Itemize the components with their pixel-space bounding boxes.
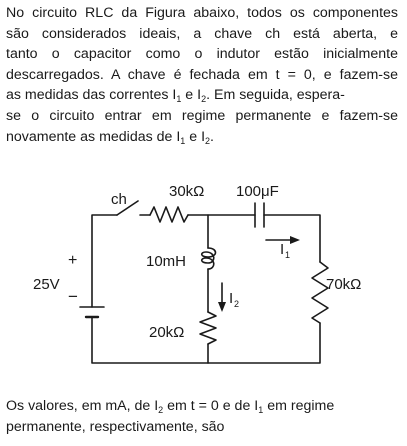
question-line: permanente, respectivamente, são	[6, 418, 225, 435]
plus-sign: +	[68, 252, 78, 269]
r1-label: 30kΩ	[169, 183, 205, 200]
subscript: 2	[158, 405, 164, 415]
rlc-circuit-diagram	[0, 168, 407, 368]
intro-line: tanto o capacitor como o indutor estão inicialmente	[6, 46, 398, 63]
intro-paragraph	[6, 3, 398, 147]
subscript: 1	[258, 405, 264, 415]
i2-subscript: 2	[234, 299, 240, 309]
r2-label: 20kΩ	[149, 324, 185, 341]
subscript: 2	[205, 135, 211, 146]
i2-arrow-head	[218, 302, 226, 312]
question-text: Os valores, em mA, de I	[6, 398, 159, 414]
intro-text: .	[210, 128, 214, 145]
subscript: 1	[180, 135, 186, 146]
subscript: 1	[176, 94, 182, 105]
inductor-label: 10mH	[146, 253, 187, 270]
intro-line	[6, 127, 398, 148]
source-label: 25V	[33, 276, 60, 293]
intro-text: novamente as medidas de I	[6, 128, 181, 145]
i1-arrow-head	[290, 236, 300, 244]
intro-line: são considerados ideais, a chave ch está aberta, e	[6, 25, 398, 42]
intro-line: No circuito RLC da Figura abaixo, todos os componentes	[6, 5, 398, 21]
subscript: 2	[201, 94, 207, 105]
wire-top-left	[92, 215, 117, 307]
i1-subscript: 1	[285, 250, 291, 260]
switch-label: ch	[111, 191, 127, 208]
minus-sign: −	[68, 287, 78, 306]
question-text: em t = 0 e de I	[163, 398, 259, 414]
intro-line: se o circuito entrar em regime permanente e fazem-se	[6, 107, 398, 124]
i1-label: I	[280, 241, 285, 258]
resistor-20k	[200, 312, 216, 344]
intro-line	[6, 85, 398, 106]
intro-text: e I	[185, 128, 206, 145]
intro-text: . Em seguida, espera-	[206, 87, 345, 104]
inductor-coil	[202, 248, 216, 269]
intro-text: e I	[181, 87, 202, 104]
capacitor-label: 100μF	[236, 183, 279, 200]
r3-label: 70kΩ	[326, 276, 362, 293]
intro-text: as medidas das correntes I	[6, 87, 177, 104]
resistor-30k	[150, 207, 188, 222]
i2-label: I	[229, 290, 234, 307]
question-paragraph	[6, 396, 398, 437]
question-line	[6, 396, 398, 417]
intro-line: descarregados. A chave é fechada em t = 0, e fazem-se	[6, 66, 398, 83]
question-text: em regime	[263, 398, 335, 414]
